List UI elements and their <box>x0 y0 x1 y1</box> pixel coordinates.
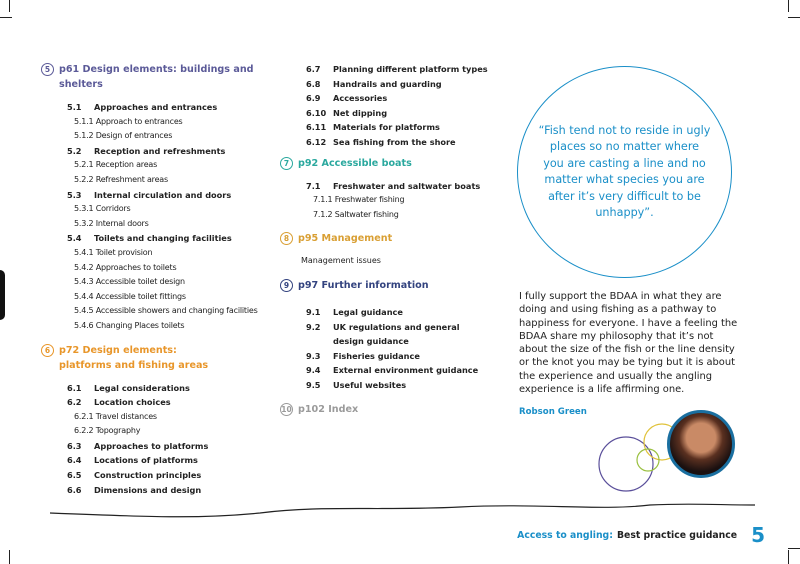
spacer <box>41 92 271 100</box>
entry-title: 5.4.5 Accessible showers and changing facilities <box>74 306 258 316</box>
entry-title: 7.1.1 Freshwater fishing <box>313 195 405 205</box>
entry-number: 6.11 <box>306 122 327 133</box>
toc-entry[interactable] <box>41 100 271 115</box>
toc-entry[interactable] <box>41 410 271 425</box>
entry-number: 6.7 <box>306 64 321 74</box>
toc-entry[interactable] <box>41 202 271 217</box>
entry-title: 6.2.1 Travel distances <box>74 411 157 421</box>
quote-circle <box>517 66 732 278</box>
toc-entry[interactable] <box>41 246 271 261</box>
spacer <box>280 222 495 231</box>
section-title <box>298 231 392 246</box>
entry-number: 5.3 <box>67 189 82 200</box>
toc-entry[interactable] <box>41 304 271 319</box>
entry-number: 6.12 <box>306 136 327 147</box>
section-heading-5[interactable] <box>41 62 271 92</box>
entry-title: 7.1.2 Saltwater fishing <box>313 209 399 219</box>
entry-title: 5.1.1 Approach to entrances <box>74 116 183 126</box>
section-title-line: p97 Further information <box>298 279 429 291</box>
author-name: Robson Green <box>519 407 587 417</box>
toc-entry[interactable] <box>280 91 495 106</box>
toc-entry[interactable] <box>41 381 271 396</box>
entry-title: Materials for platforms <box>333 122 440 133</box>
toc-entry[interactable] <box>280 135 495 150</box>
entry-number: 6.3 <box>67 440 82 451</box>
footer-series: Access to angling: <box>517 529 613 541</box>
section-number-badge: 10 <box>281 404 292 414</box>
section-heading-6[interactable] <box>41 343 271 373</box>
entry-title: Sea fishing from the shore <box>333 136 456 147</box>
entry-title: Planning different platform types <box>333 64 488 74</box>
entry-title: Approaches and entrances <box>94 102 218 112</box>
toc-entry[interactable] <box>280 77 495 92</box>
toc-entry[interactable] <box>280 349 495 364</box>
section-title <box>298 156 412 171</box>
section-title <box>59 343 208 373</box>
toc-entry[interactable] <box>280 120 495 135</box>
section-title-line: p72 Design elements: <box>59 344 177 356</box>
entry-title: Net dipping <box>333 107 388 118</box>
entry-title: Location choices <box>94 397 171 408</box>
toc-entry[interactable] <box>41 424 271 439</box>
toc-entry[interactable] <box>41 129 271 144</box>
entry-number: 6.1 <box>67 382 82 393</box>
toc-entry[interactable] <box>280 62 495 77</box>
spacer <box>41 373 271 381</box>
pull-quote: “Fish tend not to reside in ugly places so no matter where you are casting a line and no matter what species you are after it’s very difficult to be unhappy”. <box>538 123 711 219</box>
section-number-badge: 7 <box>280 157 293 170</box>
entry-title: 6.2.2 Topography <box>74 426 141 436</box>
entry-number: 6.8 <box>306 78 321 89</box>
toc-entry[interactable] <box>280 193 495 208</box>
entry-title: 5.4.6 Changing Places toilets <box>74 320 185 330</box>
toc-entry[interactable] <box>41 217 271 232</box>
entry-title: Locations of platforms <box>94 455 198 466</box>
toc-entry[interactable] <box>41 144 271 159</box>
entry-title: 5.4.1 Toilet provision <box>74 247 153 257</box>
toc-entry[interactable] <box>41 231 271 246</box>
entry-title: Freshwater and saltwater boats <box>333 180 481 191</box>
entry-number: 6.4 <box>67 455 82 466</box>
toc-entry[interactable] <box>280 254 495 269</box>
entry-title: Legal guidance <box>333 306 403 317</box>
section-heading-7[interactable] <box>280 156 495 171</box>
entry-number: 6.5 <box>67 470 82 481</box>
entry-title: Management issues <box>301 256 381 266</box>
spacer <box>280 269 495 278</box>
section-heading-8[interactable] <box>280 231 495 246</box>
entry-number: 7.1 <box>306 180 321 191</box>
footer-subtitle: Best practice guidance <box>616 529 738 541</box>
wave-divider <box>0 495 760 525</box>
entry-title: Construction principles <box>94 470 202 481</box>
toc-entry[interactable] <box>41 275 271 290</box>
section-number-badge: 9 <box>280 279 293 292</box>
entry-title: External environment guidance <box>333 365 479 376</box>
toc-entry[interactable] <box>280 208 495 223</box>
toc-continued <box>280 62 495 150</box>
toc-entry[interactable] <box>280 363 495 378</box>
testimonial-text: I fully support the BDAA in what they are doing and using fishing as a pathway to happiness for everyone. I have a feeling the BDAA share my philosophy that it’s not about the size of the fish or the line density or the knot you may be tying but it is about the experience and usually the angling experience is a life affirming one. <box>519 291 738 396</box>
entry-title: Legal considerations <box>94 382 190 393</box>
toc-entry[interactable] <box>41 453 271 468</box>
section-title <box>298 402 358 417</box>
entry-title: Dimensions and design <box>94 484 202 495</box>
toc-entry[interactable] <box>280 378 495 393</box>
spacer <box>41 334 271 343</box>
entry-number: 9.3 <box>306 350 321 361</box>
toc-entry[interactable] <box>280 106 495 121</box>
toc-entry[interactable] <box>41 115 271 130</box>
toc-entry[interactable] <box>280 305 495 320</box>
entry-number: 6.2 <box>67 397 82 408</box>
spacer <box>280 246 495 254</box>
section-title <box>59 62 271 92</box>
entry-title: Accessories <box>333 93 388 104</box>
toc-entry[interactable] <box>41 395 271 410</box>
section-number-badge: 5 <box>41 63 54 76</box>
spacer <box>280 393 495 402</box>
entry-title: 5.2.2 Refreshment areas <box>74 174 168 184</box>
entry-title: 5.4.3 Accessible toilet design <box>74 277 185 287</box>
entry-number: 5.2 <box>67 145 82 156</box>
section-title-line: p92 Accessible boats <box>298 157 412 169</box>
toc-entry[interactable] <box>280 179 495 194</box>
section-title <box>298 278 429 293</box>
page-number: 5 <box>751 523 765 547</box>
entry-title: 5.3.1 Corridors <box>74 204 131 214</box>
author-photo <box>667 410 735 478</box>
entry-number: 6.9 <box>306 93 321 104</box>
spacer <box>280 171 495 179</box>
entry-number: 6.10 <box>306 107 327 118</box>
entry-title: Fisheries guidance <box>333 350 420 361</box>
toc-entry[interactable] <box>41 319 271 334</box>
footer <box>517 523 765 547</box>
entry-title: Useful websites <box>333 379 407 390</box>
entry-title: Approaches to platforms <box>94 440 209 451</box>
toc-entry[interactable] <box>280 320 495 349</box>
entry-title: Reception and refreshments <box>94 145 226 156</box>
entry-title: UK regulations and general design guidance <box>333 321 460 347</box>
entry-title: Toilets and changing facilities <box>94 233 232 244</box>
section-heading-10[interactable] <box>280 402 495 417</box>
entry-title: Internal circulation and doors <box>94 189 232 200</box>
section-title-line: p95 Management <box>298 233 393 245</box>
toc-entry[interactable] <box>41 158 271 173</box>
entry-title: 5.3.2 Internal doors <box>74 218 149 228</box>
toc-column-middle <box>280 62 495 417</box>
entry-title: 5.4.2 Approaches to toilets <box>74 262 177 272</box>
section-heading-9[interactable] <box>280 278 495 293</box>
toc-column-left <box>41 62 271 497</box>
section-title-line: p61 Design elements: buildings and shelters <box>59 64 254 90</box>
entry-number: 9.5 <box>306 379 321 390</box>
entry-title: 5.4.4 Accessible toilet fittings <box>74 291 186 301</box>
toc-entry[interactable] <box>41 173 271 188</box>
section-number-badge: 6 <box>41 344 54 357</box>
toc-entry[interactable] <box>41 468 271 483</box>
entry-number: 9.1 <box>306 306 321 317</box>
spacer <box>280 293 495 305</box>
entry-title: 5.1.2 Design of entrances <box>74 131 173 141</box>
section-title-line: p102 Index <box>298 403 359 415</box>
entry-title: Handrails and guarding <box>333 78 442 89</box>
entry-number: 9.4 <box>306 365 321 376</box>
entry-number: 6.6 <box>67 484 82 495</box>
entry-number: 9.2 <box>306 321 321 332</box>
section-title-line: platforms and fishing areas <box>59 359 209 371</box>
toc-entry[interactable] <box>41 261 271 276</box>
entry-title: 5.2.1 Reception areas <box>74 160 158 170</box>
toc-entry[interactable] <box>41 188 271 203</box>
section-number-badge: 8 <box>280 232 293 245</box>
toc-entry[interactable] <box>41 290 271 305</box>
toc-entry[interactable] <box>41 439 271 454</box>
entry-number: 5.1 <box>67 102 82 112</box>
entry-number: 5.4 <box>67 233 82 244</box>
